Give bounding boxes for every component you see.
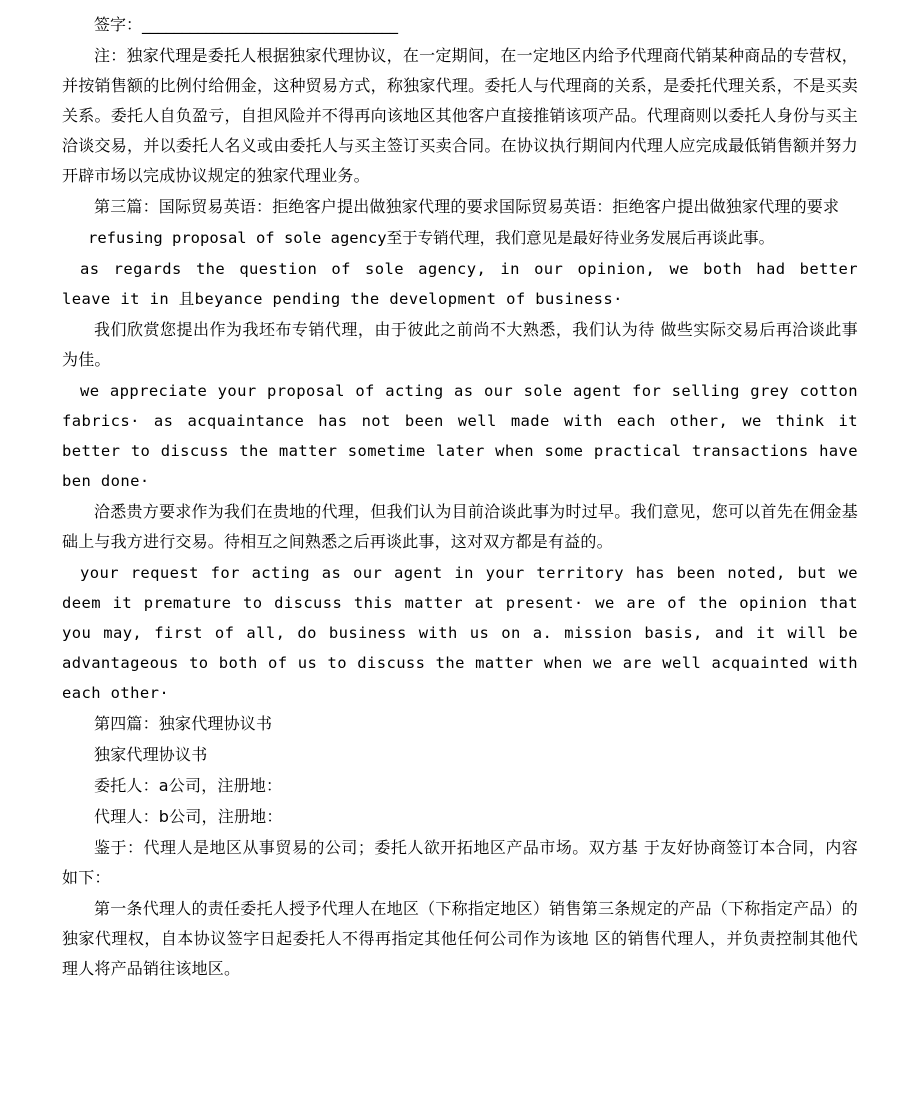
agreement-title: 独家代理协议书 [94, 745, 208, 764]
section-four-heading: 第四篇：独家代理协议书 [94, 714, 273, 733]
signature-line: 签字：________________________________ [94, 15, 399, 34]
section-three-heading-text: 第三篇：国际贸易英语：拒绝客户提出做独家代理的要求国际贸易英语：拒绝客户提出做独家代理的要求 [94, 197, 840, 216]
note-paragraph: 注：独家代理是委托人根据独家代理协议，在一定期间，在一定地区内给予代理商代销某种商品的专营权，并按销售额的比例付给佣金，这种贸易方式，称独家代理。委托人与代理商的关系，是委托代理关系，不是买卖关系。委托人自负盈亏，自担风险并不得再向该地区其他客户直接推销该项产品。代理商则以委托人身份与买主洽谈交易，并以委托人名义或由委托人与买主签订买卖合同。在协议执行期间内代理人应完成最低销售额并努力开辟市场以完成协议规定的独家代理业务。 [62, 46, 858, 185]
section-three-heading [62, 192, 858, 222]
chinese-block-2: 洽悉贵方要求作为我们在贵地的代理，但我们认为目前洽谈此事为时过早。我们意见，您可以首先在佣金基础上与我方进行交易。待相互之间熟悉之后再谈此事，这对双方都是有益的。 [62, 502, 858, 551]
chinese-block-1: 我们欣赏您提出作为我坯布专销代理，由于彼此之前尚不大熟悉，我们认为待 做些实际交易后再洽谈此事为佳。 [62, 320, 858, 369]
article-one: 第一条代理人的责任委托人授予代理人在地区（下称指定地区）销售第三条规定的产品（下称指定产品）的独家代理权，自本协议签字日起委托人不得再指定其他任何公司作为该地 区的销售代理人，并负责控制其他代理人将产品销往该地区。 [62, 899, 858, 978]
principal-line: 委托人：a公司，注册地： [94, 776, 283, 795]
refusing-proposal-line: refusing proposal of sole agency至于专销代理，我们意见是最好待业务发展后再谈此事。 [88, 229, 775, 247]
english-block-1: as regards the question of sole agency, in our opinion, we both had better leave it in 且beyance pending the development of business· [62, 260, 858, 308]
whereas-line: 鉴于：代理人是地区从事贸易的公司；委托人欲开拓地区产品市场。双方基 于友好协商签订本合同，内容如下： [62, 838, 858, 887]
english-block-2: we appreciate your proposal of acting as our sole agent for selling grey cotton fabrics· as acquaintance has not been well made with each other, we think it better to discuss the matter sometime later when some practical transactions have ben done· [62, 382, 858, 490]
english-block-3: your request for acting as our agent in your territory has been noted, but we deem it premature to discuss this matter at present· we are of the opinion that you may, first of all, do business with us on a. mission basis, and it will be advantageous to both of us to discuss the matter when we are well acquainted with each other· [62, 564, 858, 702]
agent-line: 代理人：b公司，注册地： [94, 807, 283, 826]
